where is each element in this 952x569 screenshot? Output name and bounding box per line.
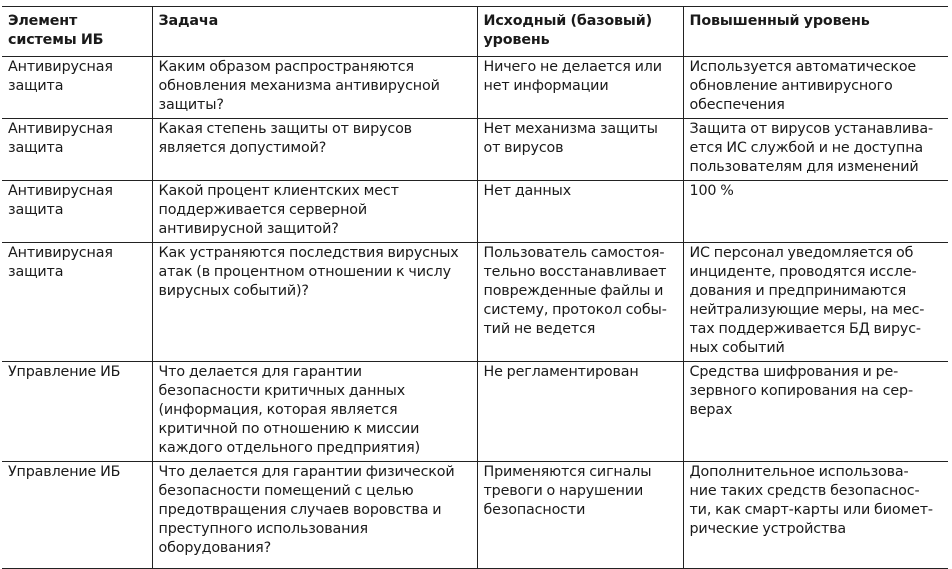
- cell-advanced-level: [683, 119, 948, 181]
- cell-text: Антивирусная: [8, 121, 113, 137]
- cell-text: ных событий: [689, 340, 785, 356]
- cell-text: тий не ведется: [483, 321, 596, 337]
- cell-text: предотвращения случаев воровства и: [158, 502, 442, 518]
- cell-base-level: [477, 362, 683, 462]
- cell-task: [152, 462, 477, 569]
- cell-text: инциденте, проводятся иссле-: [689, 264, 917, 280]
- cell-base-level: [477, 57, 683, 119]
- cell-base-level: [477, 462, 683, 569]
- cell-base-level: [477, 181, 683, 243]
- cell-text: зервного копирования на сер-: [689, 383, 913, 399]
- cell-advanced-level: [683, 462, 948, 569]
- table-row: [2, 362, 948, 462]
- cell-advanced-level: [683, 243, 948, 362]
- cell-text: верах: [689, 402, 733, 418]
- cell-text: систему, протокол собы-: [483, 302, 667, 318]
- cell-text: рические устройства: [689, 521, 847, 537]
- cell-text: обновление антивирусного: [689, 78, 893, 94]
- cell-base-level: [477, 243, 683, 362]
- cell-text: нейтрализующие меры, на мес-: [689, 302, 925, 318]
- cell-text: критичной по отношению к миссии: [158, 421, 420, 437]
- table-header: [2, 7, 948, 57]
- cell-text: защита: [8, 202, 64, 218]
- cell-task: [152, 57, 477, 119]
- cell-text: тах поддерживается БД вирус-: [689, 321, 921, 337]
- cell-text: каждого отдельного предприятия): [158, 440, 420, 456]
- cell-text: ется ИС службой и не доступна: [689, 140, 924, 156]
- cell-element: [2, 119, 152, 181]
- cell-text: 100 %: [689, 183, 734, 199]
- header-text: Исходный (базовый): [483, 13, 652, 29]
- cell-text: Антивирусная: [8, 183, 113, 199]
- cell-advanced-level: [683, 181, 948, 243]
- cell-text: поврежденные файлы и: [483, 283, 664, 299]
- cell-text: Как устраняются последствия вирусных: [158, 245, 459, 261]
- header-text: Задача: [158, 13, 219, 29]
- cell-text: Средства шифрования и ре-: [689, 364, 899, 380]
- cell-text: Управление ИБ: [8, 464, 121, 480]
- cell-text: пользователям для изменений: [689, 159, 919, 175]
- cell-task: [152, 362, 477, 462]
- header-text: уровень: [483, 32, 550, 48]
- header-task: [152, 7, 477, 57]
- header-text: системы ИБ: [8, 32, 104, 48]
- cell-text: ИС персонал уведомляется об: [689, 245, 914, 261]
- cell-text: нет информации: [483, 78, 609, 94]
- cell-text: Ничего не делается или: [483, 59, 662, 75]
- cell-text: обеспечения: [689, 97, 785, 113]
- cell-text: Применяются сигналы: [483, 464, 652, 480]
- cell-text: Пользователь самостоя-: [483, 245, 665, 261]
- cell-element: [2, 462, 152, 569]
- cell-text: от вирусов: [483, 140, 564, 156]
- cell-text: Антивирусная: [8, 59, 113, 75]
- table-body: [2, 57, 948, 569]
- cell-text: Защита от вирусов устанавлива-: [689, 121, 933, 137]
- table-row: [2, 462, 948, 569]
- cell-text: Какой процент клиентских мест: [158, 183, 399, 199]
- table-row: [2, 119, 948, 181]
- requirements-table: [2, 6, 948, 569]
- cell-text: Какая степень защиты от вирусов: [158, 121, 412, 137]
- cell-text: поддерживается серверной: [158, 202, 368, 218]
- cell-element: [2, 243, 152, 362]
- cell-text: Что делается для гарантии: [158, 364, 362, 380]
- cell-text: Что делается для гарантии физической: [158, 464, 455, 480]
- cell-text: тельно восстанавливает: [483, 264, 667, 280]
- header-advanced-level: [683, 7, 948, 57]
- table-row: [2, 57, 948, 119]
- header-base-level: [477, 7, 683, 57]
- cell-text: Дополнительное использова-: [689, 464, 909, 480]
- cell-element: [2, 57, 152, 119]
- cell-element: [2, 181, 152, 243]
- cell-text: ние таких средств безопаснос-: [689, 483, 920, 499]
- cell-base-level: [477, 119, 683, 181]
- cell-advanced-level: [683, 362, 948, 462]
- cell-text: Управление ИБ: [8, 364, 121, 380]
- header-row: [2, 7, 948, 57]
- cell-text: обновления механизма антивирусной: [158, 78, 440, 94]
- cell-task: [152, 119, 477, 181]
- cell-text: Используется автоматическое: [689, 59, 917, 75]
- cell-element: [2, 362, 152, 462]
- cell-text: тревоги о нарушении: [483, 483, 644, 499]
- cell-task: [152, 243, 477, 362]
- cell-advanced-level: [683, 57, 948, 119]
- cell-text: (информация, которая является: [158, 402, 398, 418]
- cell-text: Не регламентирован: [483, 364, 639, 380]
- cell-text: защита: [8, 140, 64, 156]
- cell-text: Антивирусная: [8, 245, 113, 261]
- cell-text: является допустимой?: [158, 140, 327, 156]
- cell-text: атак (в процентном отношении к числу: [158, 264, 451, 280]
- header-element: [2, 7, 152, 57]
- cell-text: антивирусной защитой?: [158, 221, 339, 237]
- header-text: Элемент: [8, 13, 78, 29]
- cell-text: защита: [8, 78, 64, 94]
- cell-text: дования и предпринимаются: [689, 283, 907, 299]
- cell-text: защита: [8, 264, 64, 280]
- cell-text: Каким образом распространяются: [158, 59, 414, 75]
- cell-text: безопасности: [483, 502, 586, 518]
- cell-text: защиты?: [158, 97, 224, 113]
- table-row: [2, 181, 948, 243]
- cell-text: преступного использования: [158, 521, 368, 537]
- table-row: [2, 243, 948, 362]
- cell-text: оборудования?: [158, 540, 272, 556]
- cell-text: ти, как смарт-карты или биомет-: [689, 502, 933, 518]
- cell-text: Нет данных: [483, 183, 572, 199]
- header-text: Повышенный уровень: [689, 13, 870, 29]
- cell-text: безопасности критичных данных: [158, 383, 406, 399]
- cell-text: Нет механизма защиты: [483, 121, 658, 137]
- cell-text: безопасности помещений с целью: [158, 483, 414, 499]
- cell-text: вирусных событий)?: [158, 283, 309, 299]
- cell-task: [152, 181, 477, 243]
